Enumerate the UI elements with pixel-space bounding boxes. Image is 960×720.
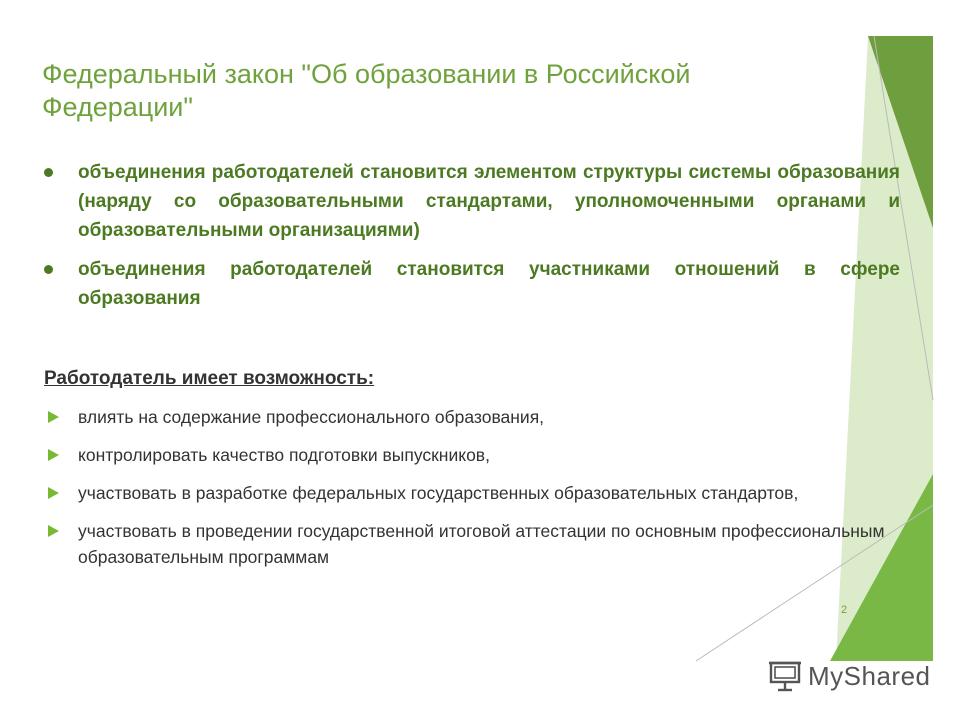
opportunity-text: участвовать в проведении государственной итоговой аттестации по основным профессиональным образовательным программам [78, 521, 885, 567]
bullet-dot-icon [44, 265, 53, 274]
page-number: 2 [841, 604, 848, 616]
logo-text: MyShared [808, 660, 931, 691]
opportunity-text: влиять на содержание профессионального образования, [78, 407, 545, 427]
opportunity-item [44, 442, 894, 468]
green-bullet-text: объединения работодателей становится элементом структуры системы образования (наряду со образовательными стандартами, уполномоченными органами и образовательными организациями) [78, 162, 900, 241]
green-bullet-text: объединения работодателей становится участниками отношений в сфере образования [78, 259, 900, 309]
myshared-logo[interactable] [768, 656, 931, 696]
arrow-bullet-icon [48, 449, 59, 461]
opportunity-text: участвовать в разработке федеральных государственных образовательных стандартов, [78, 483, 799, 503]
opportunity-item [44, 480, 894, 506]
opportunities-list [44, 404, 894, 582]
opportunity-item [44, 404, 894, 430]
bullet-dot-icon [44, 168, 53, 177]
opportunity-text: контролировать качество подготовки выпускников, [78, 445, 490, 465]
opportunities-heading: Работодатель имеет возможность: [44, 368, 375, 389]
green-bullet-item [44, 158, 900, 245]
opportunity-item [44, 518, 894, 570]
green-bullet-list [44, 158, 900, 323]
arrow-bullet-icon [48, 411, 59, 423]
arrow-bullet-icon [48, 487, 59, 499]
slide-title: Федеральный закон "Об образовании в Российской Федерации" [42, 59, 691, 122]
presentation-board-icon [768, 659, 802, 693]
green-bullet-item [44, 255, 900, 313]
arrow-bullet-icon [48, 525, 59, 537]
